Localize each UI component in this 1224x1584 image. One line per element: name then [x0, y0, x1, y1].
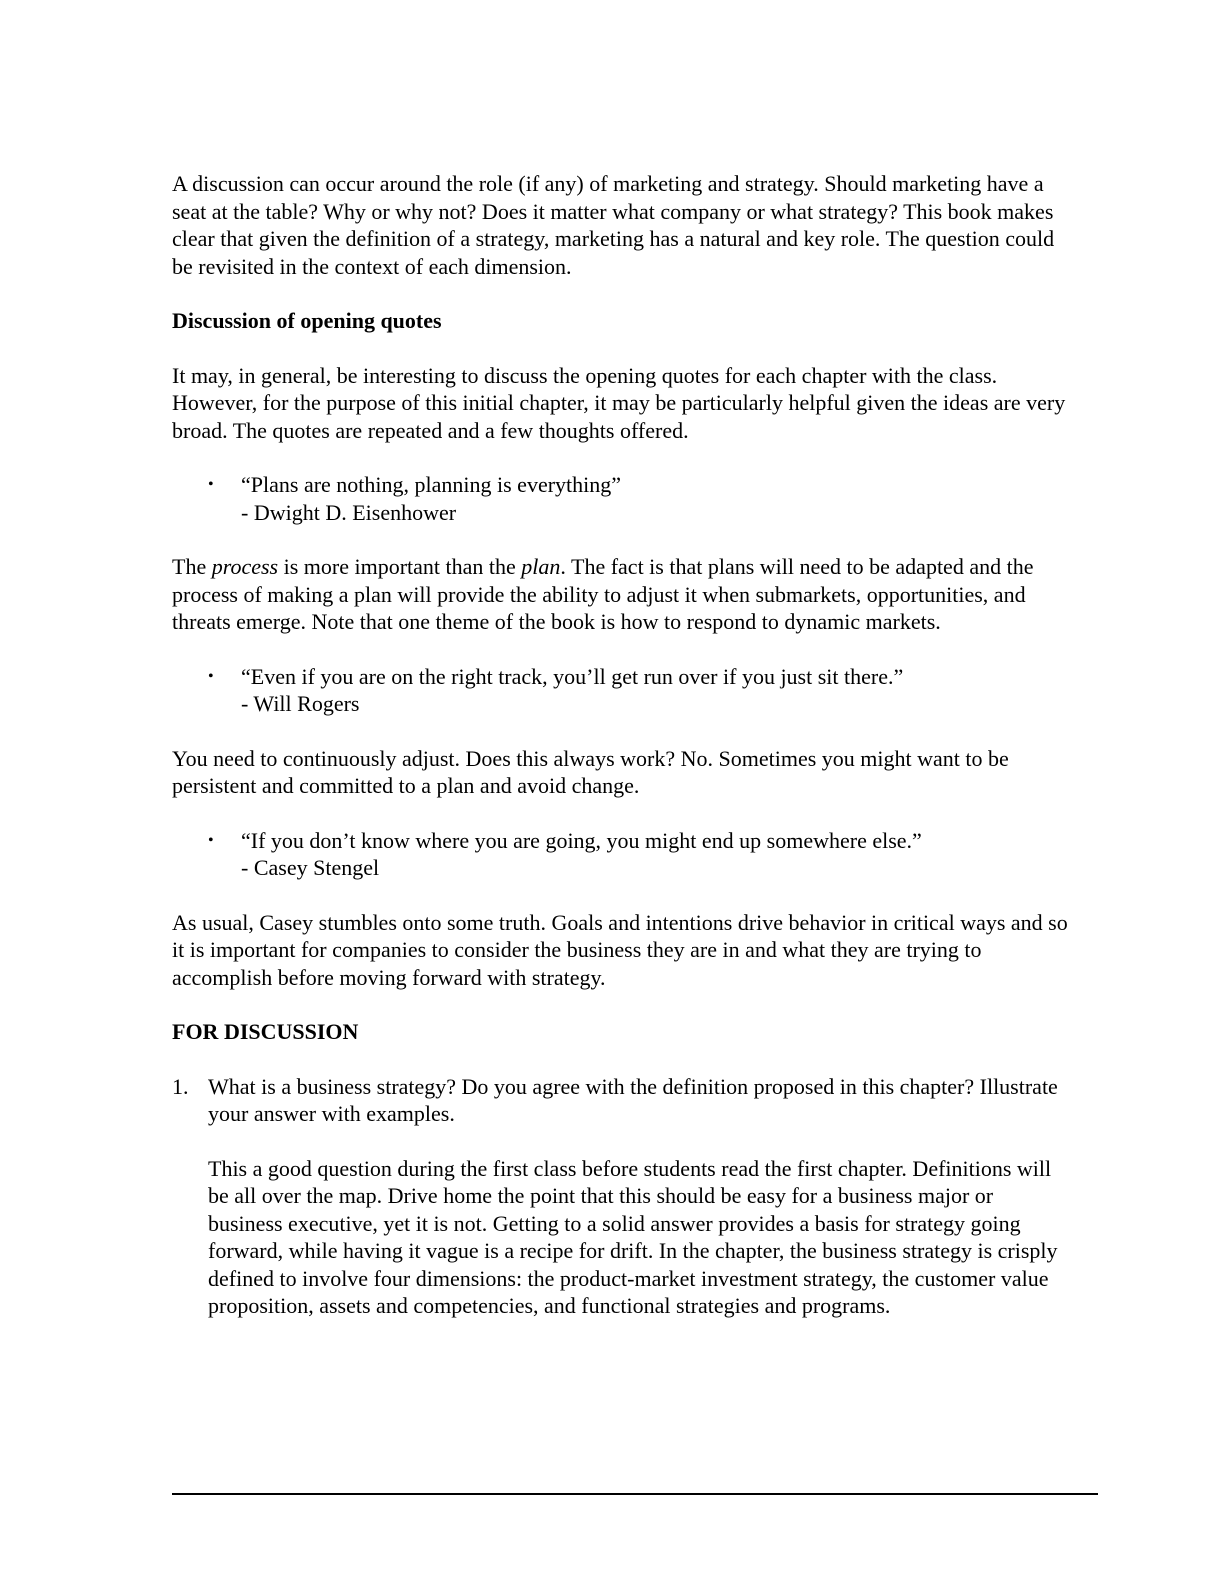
intro-paragraph: A discussion can occur around the role (if any) of marketing and strategy. Should marketing have a seat at the table? Why or why not? Does it matter what company or what strategy? This book makes clear that given the definition of a strategy, marketing has a natural and key role. The question could be revisited in the context of each dimension.	[172, 171, 1055, 279]
comment-continuous-adjust: You need to continuously adjust. Does this always work? No. Sometimes you might want to be persistent and committed to a plan and avoid change.	[172, 745, 1009, 798]
quote-eisenhower	[172, 471, 1072, 526]
comment-process-vs-plan	[172, 553, 1072, 636]
comment-text: . The fact is that plans will need to be adapted and the process of making a plan will provide the ability to adjust it when submarkets, opportunities, and threats emerge. Note that one theme of the book is how to respond to dynamic markets.	[172, 554, 1034, 634]
footer-rule	[172, 1493, 1098, 1495]
quote-text: “Even if you are on the right track, you’ll get run over if you just sit there.”	[241, 663, 904, 689]
emphasis-process: process	[211, 554, 279, 579]
discussion-question: What is a business strategy? Do you agree with the definition proposed in this chapter? Illustrate your answer with examples.	[208, 1073, 1058, 1126]
bullet-icon: •	[208, 667, 214, 685]
quote-author: - Casey Stengel	[241, 855, 380, 880]
quote-author: - Dwight D. Eisenhower	[241, 499, 457, 525]
discussion-answer: This a good question during the first class before students read the first chapter. Definitions will be all over the map. Drive home the point that this should be easy for a business major or business executive, yet it is not. Getting to a solid answer provides a basis for strategy going forward, while having it vague is a recipe for drift. In the chapter, the business strategy is crisply defined to involve four dimensions: the product-market investment strategy, the customer value proposition, assets and competencies, and functional strategies and programs.	[208, 1155, 1058, 1318]
emphasis-plan: plan	[521, 554, 561, 579]
quote-rogers	[172, 663, 1072, 718]
section-heading-for-discussion: FOR DISCUSSION	[172, 1019, 359, 1044]
discussion-item-1	[172, 1073, 1072, 1320]
section-heading-opening-quotes: Discussion of opening quotes	[172, 308, 442, 333]
comment-text: is more important than the	[278, 554, 522, 579]
quote-text: “If you don’t know where you are going, you might end up somewhere else.”	[241, 827, 922, 853]
item-number: 1.	[172, 1073, 189, 1099]
quote-text: “Plans are nothing, planning is everything”	[241, 472, 622, 497]
comment-text: The	[172, 554, 212, 579]
bullet-icon: •	[208, 831, 214, 849]
bullet-icon: •	[208, 476, 214, 493]
quote-author: - Will Rogers	[241, 691, 360, 716]
opening-quotes-intro: It may, in general, be interesting to discuss the opening quotes for each chapter with the class. However, for the purpose of this initial chapter, it may be particularly helpful given the ideas are very broad. The quotes are repeated and a few thoughts offered.	[172, 362, 1066, 443]
document-page	[172, 170, 1072, 1320]
comment-casey-truth: As usual, Casey stumbles onto some truth. Goals and intentions drive behavior in critical ways and so it is important for companies to consider the business they are in and what they are trying to accomplish before moving forward with strategy.	[172, 909, 1068, 990]
quote-stengel	[172, 827, 1072, 882]
